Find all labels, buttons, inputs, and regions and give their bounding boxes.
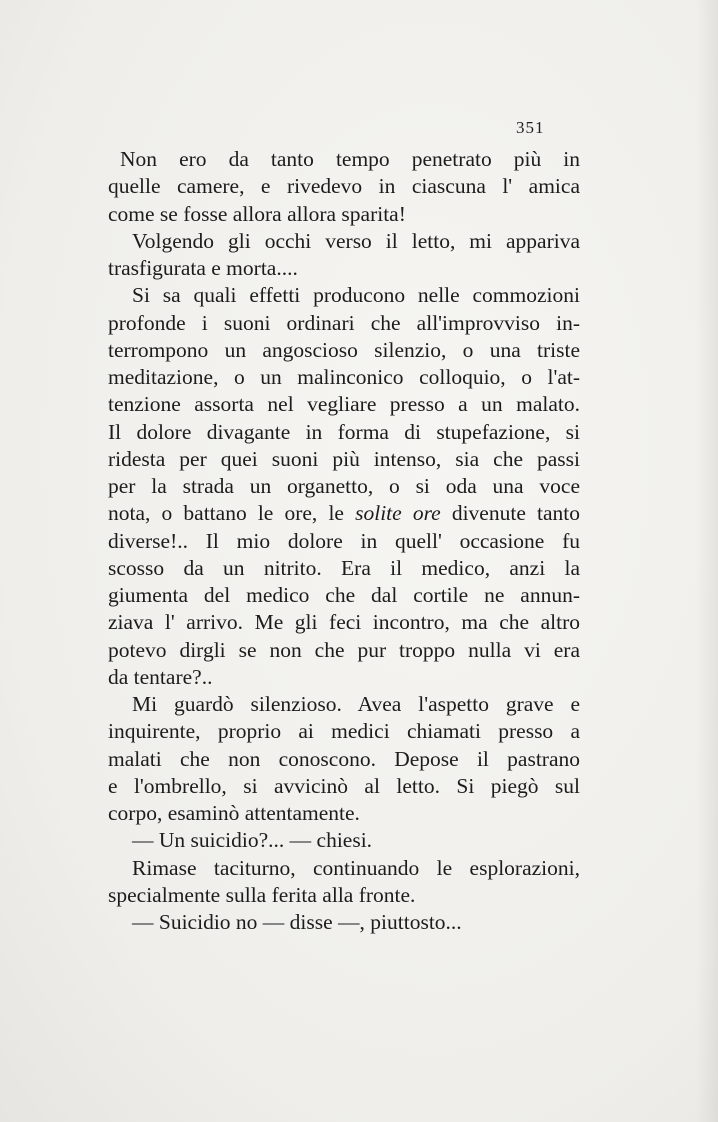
text-line: da tentare?.. (108, 664, 213, 689)
text-line: diverse!.. Il mio dolore in quell' occasione fu (108, 528, 580, 553)
text-line: corpo, esaminò attentamente. (108, 801, 360, 825)
text-line: Rimase taciturno, continuando le esplorazioni, (132, 855, 580, 880)
text-line: quelle camere, e rivedevo in ciascuna l' amica (108, 174, 580, 199)
text-line: ridesta per quei suoni più intenso, sia che passi (108, 446, 580, 471)
text-line: come se fosse allora allora sparita! (108, 201, 406, 226)
text-line: ziava l' arrivo. Me gli feci incontro, ma che altro (108, 610, 580, 635)
text-line: profonde i suoni ordinari che all'improvviso in- (108, 310, 580, 335)
text-line: e l'ombrello, si avvicinò al letto. Si piegò sul (108, 773, 580, 798)
text-line: — Suicidio no — disse —, piuttosto... (132, 910, 462, 934)
text-line: scosso da un nitrito. Era il medico, anzi la (108, 555, 580, 580)
text-line: per la strada un organetto, o si oda una voce (108, 474, 580, 498)
text-segment: divenute tanto (451, 501, 580, 526)
text-line: giumenta del medico che dal cortile ne annun- (108, 583, 580, 607)
text-line: terrompono un angoscioso silenzio, o una triste (108, 337, 580, 362)
text-line: trasfigurata e morta.... (108, 256, 298, 280)
text-line: Si sa quali effetti producono nelle commozioni (132, 283, 580, 308)
text-line: Il dolore divagante in forma di stupefazione, si (108, 419, 580, 444)
text-line: Non ero da tanto tempo penetrato più in (120, 147, 580, 171)
text-line-with-italic (108, 500, 580, 527)
page-edge-shadow (696, 0, 718, 1122)
text-line: Mi guardò silenzioso. Avea l'aspetto grave e (132, 692, 580, 716)
text-line: inquirente, proprio ai medici chiamati presso a (108, 719, 580, 744)
text-line: potevo dirgli se non che pur troppo nulla vi era (108, 637, 580, 662)
text-line: meditazione, o un malinconico colloquio, o l'at- (108, 365, 580, 389)
body-text (108, 146, 580, 936)
text-line: Volgendo gli occhi verso il letto, mi appariva (132, 228, 580, 253)
text-line: malati che non conoscono. Depose il pastrano (108, 746, 580, 771)
page-number: 351 (516, 118, 545, 137)
text-line: tenzione assorta nel vegliare presso a un malato. (108, 392, 580, 417)
text-line: specialmente sulla ferita alla fronte. (108, 882, 416, 907)
text-segment: nota, o battano le ore, le (108, 501, 344, 526)
text-line: — Un suicidio?... — chiesi. (132, 828, 373, 853)
italic-phrase: solite ore (355, 501, 441, 526)
